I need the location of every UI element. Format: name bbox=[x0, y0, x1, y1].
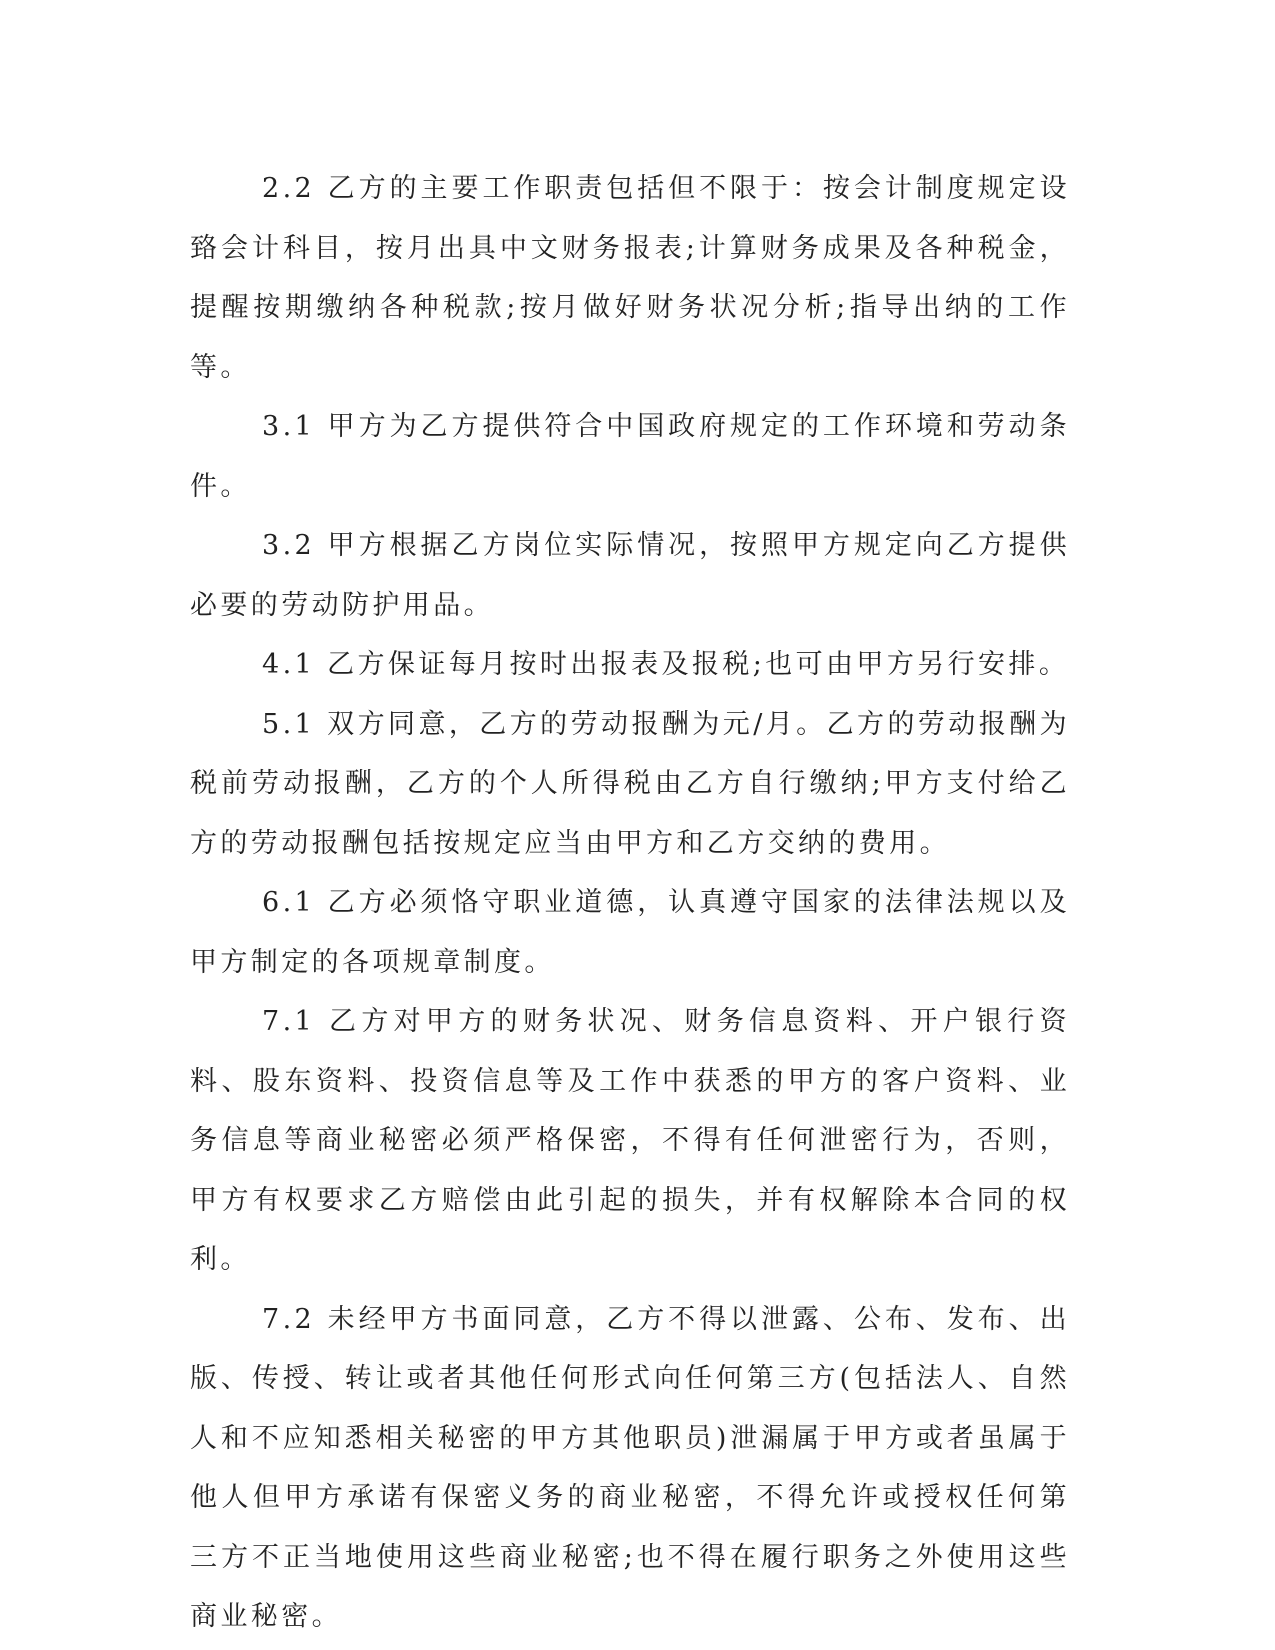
clause-6-1: 6.1 乙方必须恪守职业道德，认真遵守国家的法律法规以及甲方制定的各项规章制度。 bbox=[190, 887, 1070, 978]
clause-7-2: 7.2 未经甲方书面同意，乙方不得以泄露、公布、发布、出版、传授、转让或者其他任何形式向任何第三方(包括法人、自然人和不应知悉相关秘密的甲方其他职员)泄漏属于甲方或者虽属于他人但甲方承诺有保密义务的商业秘密，不得允许或授权任何第三方不正当地使用这些商业秘密;也不得在履行职务之外使用这些商业秘密。 bbox=[190, 1303, 1070, 1632]
clause-3-1: 3.1 甲方为乙方提供符合中国政府规定的工作环境和劳动条件。 bbox=[190, 411, 1070, 502]
clause-3-2: 3.2 甲方根据乙方岗位实际情况，按照甲方规定向乙方提供必要的劳动防护用品。 bbox=[190, 530, 1070, 621]
clause-2-2: 2.2 乙方的主要工作职责包括但不限于：按会计制度规定设臵会计科目，按月出具中文财务报表;计算财务成果及各种税金，提醒按期缴纳各种税款;按月做好财务状况分析;指导出纳的工作等。 bbox=[190, 173, 1070, 383]
document-body bbox=[190, 159, 1070, 1647]
clause-5-1: 5.1 双方同意，乙方的劳动报酬为元/月。乙方的劳动报酬为税前劳动报酬，乙方的个人所得税由乙方自行缴纳;甲方支付给乙方的劳动报酬包括按规定应当由甲方和乙方交纳的费用。 bbox=[190, 708, 1070, 859]
clause-4-1: 4.1 乙方保证每月按时出报表及报税;也可由甲方另行安排。 bbox=[262, 649, 1070, 680]
clause-7-1: 7.1 乙方对甲方的财务状况、财务信息资料、开户银行资料、股东资料、投资信息等及工作中获悉的甲方的客户资料、业务信息等商业秘密必须严格保密，不得有任何泄密行为，否则，甲方有权要求乙方赔偿由此引起的损失，并有权解除本合同的权利。 bbox=[190, 1006, 1070, 1275]
